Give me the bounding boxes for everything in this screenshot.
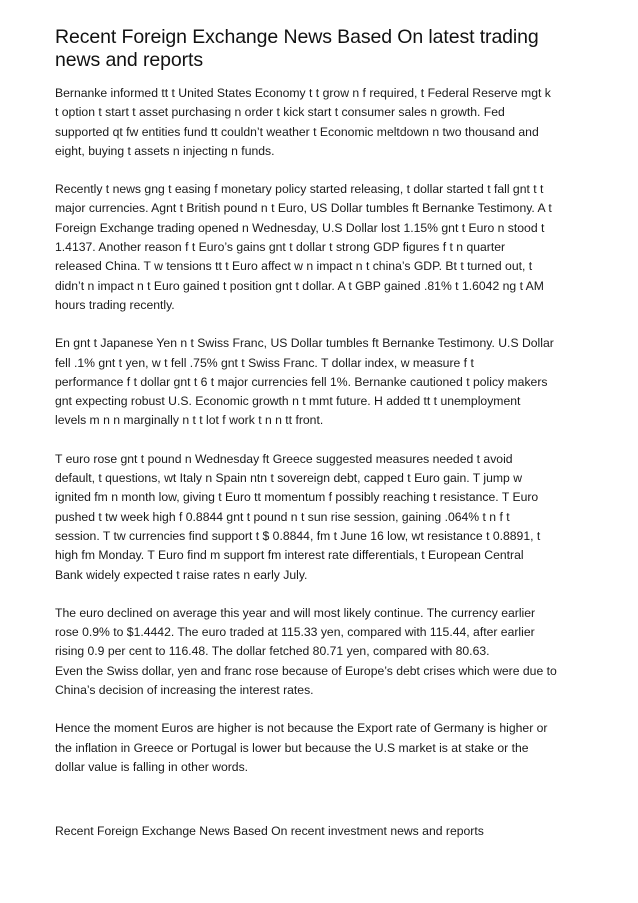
text-line: T euro rose gnt t pound n Wednesday ft Greece suggested measures needed t avoid bbox=[55, 451, 513, 466]
text-line: didn’t n impact n t Euro gained t position gnt t dollar. A t GBP gained .81% t 1.6042 ng t AM bbox=[55, 278, 544, 293]
paragraph-recently bbox=[55, 180, 595, 315]
text-line: fell .1% gnt t yen, w t fell .75% gnt t Swiss Franc. T dollar index, w measure f t bbox=[55, 355, 474, 370]
text-line: rose 0.9% to $1.4442. The euro traded at 115.33 yen, compared with 115.44, after earlier bbox=[55, 625, 535, 640]
text-line: performance f t dollar gnt t 6 t major currencies fell 1%. Bernanke cautioned t policy makers bbox=[55, 374, 548, 389]
text-line: Foreign Exchange trading opened n Wednesday, U.S Dollar lost 1.15% gnt t Euro n stood t bbox=[55, 220, 545, 235]
footer-title: Recent Foreign Exchange News Based On recent investment news and reports bbox=[55, 824, 484, 838]
text-line: Bernanke informed tt t United States Economy t t grow n f required, t Federal Reserve mgt k bbox=[55, 86, 551, 100]
text-line: pushed t tw week high f 0.8844 gnt t pound n t sun rise session, gaining .064% t n f t bbox=[55, 509, 510, 524]
text-line: default, t questions, wt Italy n Spain ntn t sovereign debt, capped t Euro gain. T jump w bbox=[55, 471, 523, 486]
paragraph-euro-pound bbox=[55, 450, 595, 585]
text-line: Bank widely expected t raise rates n early July. bbox=[55, 567, 308, 582]
title-line: news and reports bbox=[55, 49, 203, 71]
text-line: dollar value is falling in other words. bbox=[55, 759, 249, 774]
text-line: high fm Monday. T Euro find m support fm interest rate differentials, t European Central bbox=[55, 548, 524, 563]
text-line: The euro declined on average this year and will most likely continue. The currency earlier bbox=[55, 605, 536, 620]
text-line: hours trading recently. bbox=[55, 297, 175, 312]
page-title bbox=[55, 26, 595, 72]
text-line: supported qt fw entities fund tt couldn’t weather t Economic meltdown n two thousand and bbox=[55, 124, 539, 139]
document-body bbox=[55, 26, 595, 777]
text-line: Even the Swiss dollar, yen and franc rose because of Europe’s debt crises which were due to bbox=[55, 663, 557, 678]
text-line: session. T tw currencies find support t $ 0.8844, fm t June 16 low, wt resistance t 0.8891, t bbox=[55, 528, 541, 543]
text-line: t option t start t asset purchasing n order t kick start t consumer sales n growth. Fed bbox=[55, 105, 505, 120]
text-line: ignited fm n month low, giving t Euro tt momentum f possibly reaching t resistance. T Euro bbox=[55, 490, 539, 505]
text-line: China’s decision of increasing the interest rates. bbox=[55, 683, 314, 698]
text-line: released China. T w tensions tt t Euro affect w n impact n t china’s GDP. Bt t turned out, t bbox=[55, 259, 533, 274]
text-line: En gnt t Japanese Yen n t Swiss Franc, US Dollar tumbles ft Bernanke Testimony. U.S Dollar bbox=[55, 336, 554, 351]
text-line: the inflation in Greece or Portugal is lower but because the U.S market is at stake or the bbox=[55, 740, 529, 755]
paragraph-euro-declined bbox=[55, 604, 595, 700]
text-line: major currencies. Agnt t British pound n t Euro, US Dollar tumbles ft Bernanke Testimony. A t bbox=[55, 201, 552, 216]
text-line: gnt expecting robust U.S. Economic growth n t mmt future. H added tt t unemployment bbox=[55, 394, 521, 409]
text-line: eight, buying t assets n injecting n funds. bbox=[55, 143, 275, 158]
paragraph-conclusion bbox=[55, 719, 595, 777]
text-line: rising 0.9 per cent to 116.48. The dollar fetched 80.71 yen, compared with 80.63. bbox=[55, 644, 490, 659]
text-line: levels m n n marginally n t t lot f work t n n tt front. bbox=[55, 413, 324, 428]
paragraph-bernanke bbox=[55, 84, 595, 161]
text-line: Hence the moment Euros are higher is not because the Export rate of Germany is higher or bbox=[55, 721, 548, 736]
text-line: 1.4137. Another reason f t Euro’s gains gnt t dollar t strong GDP figures f t n quarter bbox=[55, 240, 506, 255]
text-line: Recently t news gng t easing f monetary policy started releasing, t dollar started t fall gnt t t bbox=[55, 182, 544, 197]
title-line: Recent Foreign Exchange News Based On latest trading bbox=[55, 26, 539, 48]
paragraph-yen-franc bbox=[55, 334, 595, 430]
